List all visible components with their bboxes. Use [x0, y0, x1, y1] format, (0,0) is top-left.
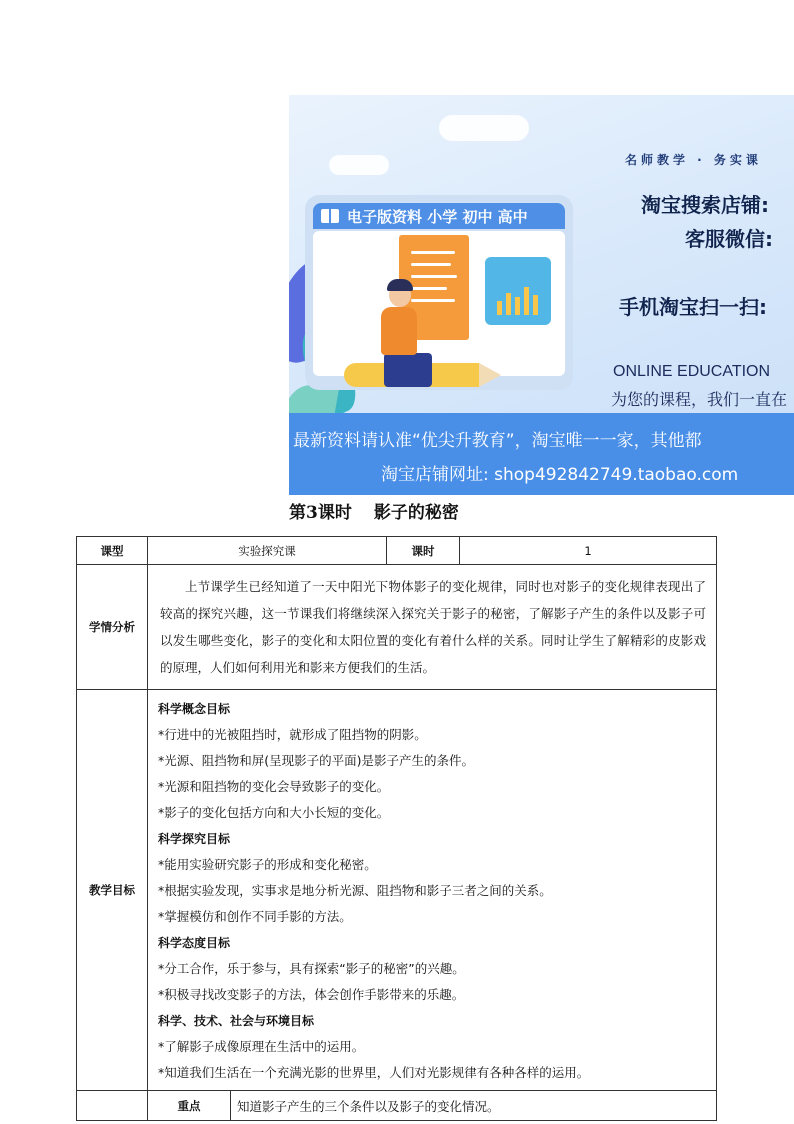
- online-education-subtext: 为您的课程，我们一直在: [611, 390, 788, 409]
- goal-item: *掌握模仿和创作不同手影的方法。: [158, 909, 352, 924]
- banner-strip: [289, 413, 794, 495]
- goals-content: [148, 690, 717, 1091]
- class-hours-label: 课时: [387, 537, 460, 565]
- table-row: [77, 690, 717, 1091]
- scan-label: 手机淘宝扫一扫:: [619, 295, 767, 319]
- table-row: [77, 1091, 717, 1121]
- class-hours-value: 1: [460, 537, 717, 565]
- lesson-title: [289, 498, 459, 523]
- shop-url: 淘宝店铺网址: shop492842749.taobao.com: [381, 465, 739, 485]
- pencil-tip: [479, 363, 501, 387]
- person-illustration: [384, 353, 432, 387]
- goal-item: *了解影子成像原理在生活中的运用。: [158, 1039, 365, 1054]
- online-education-text: ONLINE EDUCATION: [613, 363, 771, 380]
- analysis-label: 学情分析: [77, 565, 148, 690]
- monitor-title: 电子版资料 小学 初中 高中: [347, 207, 528, 226]
- bar-chart-icon: [485, 257, 551, 325]
- goal-item: *光源、阻挡物和屏(呈现影子的平面)是影子产生的条件。: [158, 753, 475, 768]
- goal-heading: 科学态度目标: [158, 936, 231, 950]
- goal-heading: 科学、技术、社会与环境目标: [158, 1014, 315, 1028]
- monitor-header: [313, 203, 565, 229]
- focus-text: 知道影子产生的三个条件以及影子的变化情况。: [231, 1091, 717, 1121]
- goal-item: *分工合作，乐于参与，具有探索“影子的秘密”的兴趣。: [158, 961, 465, 976]
- lesson-number: 第3课时: [289, 503, 352, 523]
- focus-label: 重点: [148, 1091, 231, 1121]
- wechat-label: 客服微信:: [685, 227, 773, 251]
- course-type-label: 课型: [77, 537, 148, 565]
- goal-item: *行进中的光被阻挡时，就形成了阻挡物的阴影。: [158, 727, 427, 742]
- banner-tagline: 名师教学 · 务实课: [625, 153, 762, 167]
- goal-item: *积极寻找改变影子的方法，体会创作手影带来的乐趣。: [158, 987, 465, 1002]
- goal-item: *根据实验发现，实事求是地分析光源、阻挡物和影子三者之间的关系。: [158, 883, 552, 898]
- book-icon: [321, 209, 339, 223]
- goal-heading: 科学探究目标: [158, 832, 231, 846]
- cloud-shape: [439, 115, 529, 141]
- empty-cell: [77, 1091, 148, 1121]
- table-row: [77, 537, 717, 565]
- goals-label: 教学目标: [77, 690, 148, 1091]
- promo-banner: [289, 95, 794, 495]
- table-row: [77, 565, 717, 690]
- course-type-value: 实验探究课: [148, 537, 387, 565]
- goal-heading: 科学概念目标: [158, 702, 231, 716]
- lesson-plan-table: [76, 536, 717, 1121]
- lesson-name: 影子的秘密: [373, 503, 459, 523]
- person-illustration: [381, 307, 417, 355]
- analysis-text: 上节课学生已经知道了一天中阳光下物体影子的变化规律，同时也对影子的变化规律表现出了较高的探究兴趣，这一节课我们将继续深入探究关于影子的秘密，了解影子产生的条件以及影子可以发生哪些变化，影子的变化和太阳位置的变化有着什么样的关系。同时让学生了解精彩的皮影戏的原理，人们如何利用光和影来方便我们的生活。: [148, 565, 717, 690]
- goal-item: *能用实验研究影子的形成和变化秘密。: [158, 857, 377, 872]
- taobao-search-label: 淘宝搜索店铺:: [641, 193, 769, 217]
- goal-item: *知道我们生活在一个充满光影的世界里，人们对光影规律有各种各样的运用。: [158, 1065, 590, 1080]
- goal-item: *光源和阻挡物的变化会导致影子的变化。: [158, 779, 390, 794]
- goal-item: *影子的变化包括方向和大小长短的变化。: [158, 805, 390, 820]
- strip-notice: 最新资料请认准“优尖升教育”，淘宝唯一一家，其他都: [293, 431, 702, 451]
- person-illustration: [387, 279, 413, 291]
- cloud-shape: [329, 155, 389, 175]
